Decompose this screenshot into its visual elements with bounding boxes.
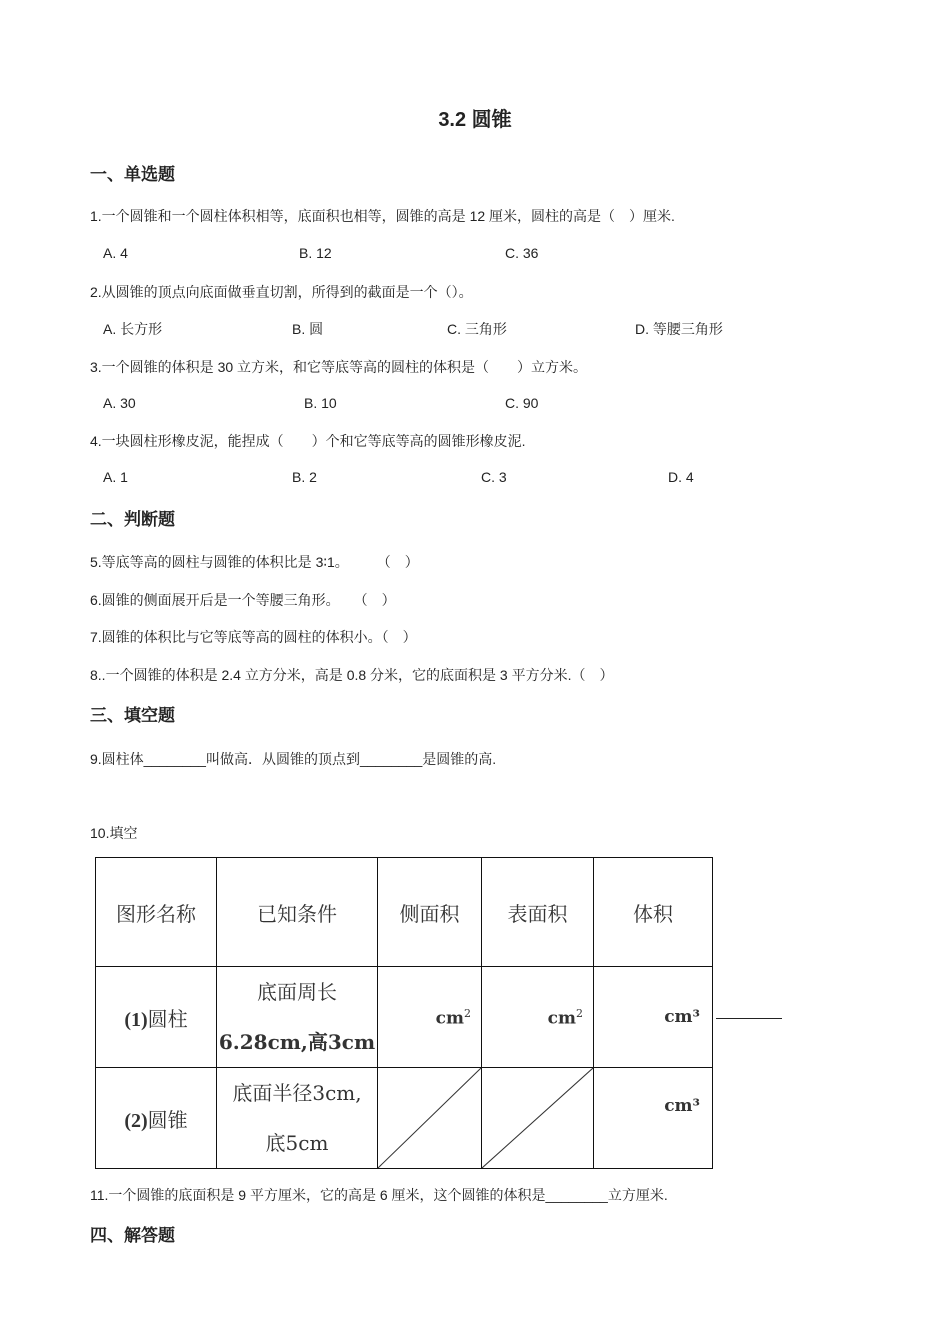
row-number: (1) <box>124 1008 148 1031</box>
unit-label: $cm^2$ <box>435 1007 471 1029</box>
table-cell-surface-area-answer[interactable] <box>482 967 594 1068</box>
table-cell-condition <box>217 1068 378 1169</box>
table-header-cell: 表面积 <box>482 858 594 967</box>
section-heading-true-false: 二、判断题 <box>90 510 175 529</box>
table-cell-shape-name <box>96 1068 217 1169</box>
question-8: 8..一个圆锥的体积是 2.4 立方分米，高是 0.8 分米，它的底面积是 3 平方分米.（ ） <box>90 667 614 683</box>
q1-option-c[interactable]: C. 36 <box>505 245 539 261</box>
question-4: 4.一块圆柱形橡皮泥，能捏成（ ）个和它等底等高的圆锥形橡皮泥. <box>90 433 526 449</box>
question-7: 7.圆锥的体积比与它等底等高的圆柱的体积小。（ ） <box>90 629 417 645</box>
q3-option-a[interactable]: A. 30 <box>103 395 136 411</box>
question-10: 10.填空 <box>90 825 138 841</box>
table-header-cell: 体积 <box>594 858 713 967</box>
condition-line-2: 底5cm <box>265 1131 329 1155</box>
question-5: 5.等底等高的圆柱与圆锥的体积比是 3∶1。 （ ） <box>90 554 419 570</box>
q4-option-a[interactable]: A. 1 <box>103 469 128 485</box>
table-header-row <box>96 858 713 967</box>
row-number: (2) <box>124 1109 148 1132</box>
q1-option-b[interactable]: B. 12 <box>299 245 332 261</box>
shape-name: 圆锥 <box>147 1107 188 1132</box>
table-cell-shape-name <box>96 967 217 1068</box>
q4-option-d[interactable]: D. 4 <box>668 469 694 485</box>
table-row <box>96 967 713 1068</box>
q2-option-b[interactable]: B. 圆 <box>292 321 324 337</box>
q2-option-a[interactable]: A. 长方形 <box>103 321 163 337</box>
section-heading-solve: 四、解答题 <box>90 1226 175 1245</box>
section-heading-fill-blank: 三、填空题 <box>90 706 175 725</box>
table-cell-volume-answer[interactable] <box>594 967 713 1068</box>
table-row <box>96 1068 713 1169</box>
unit-label: cm³ <box>664 1007 700 1027</box>
question-1: 1.一个圆锥和一个圆柱体积相等，底面积也相等，圆锥的高是 12 厘米，圆柱的高是（ ）厘米. <box>90 208 675 224</box>
q4-option-c[interactable]: C. 3 <box>481 469 507 485</box>
table-cell-crossed-out <box>482 1068 594 1169</box>
unit-label: $cm^2$ <box>547 1007 583 1029</box>
condition-line-1: 底面周长 <box>257 980 337 1004</box>
question-9: 9.圆柱体________叫做高．从圆锥的顶点到________是圆锥的高. <box>90 751 497 767</box>
answer-blank-line <box>716 1018 782 1019</box>
q2-option-c[interactable]: C. 三角形 <box>447 321 507 337</box>
table-cell-lateral-area-answer[interactable] <box>378 967 482 1068</box>
diagonal-slash-icon <box>378 1068 481 1168</box>
q3-option-b[interactable]: B. 10 <box>304 395 337 411</box>
question-6: 6.圆锥的侧面展开后是一个等腰三角形。 （ ） <box>90 592 396 608</box>
table-cell-volume-answer[interactable] <box>594 1068 713 1169</box>
q1-option-a[interactable]: A. 4 <box>103 245 128 261</box>
condition-line-1: 底面半径3cm, <box>232 1081 362 1105</box>
table-cell-condition <box>217 967 378 1068</box>
q2-option-d[interactable]: D. 等腰三角形 <box>635 321 723 337</box>
table-header-cell: 侧面积 <box>378 858 482 967</box>
table-header-cell: 图形名称 <box>96 858 217 967</box>
condition-line-2: 6.28cm,高3cm <box>218 1030 376 1054</box>
section-heading-single-choice: 一、单选题 <box>90 165 175 184</box>
table-header-cell: 已知条件 <box>217 858 378 967</box>
table-cell-crossed-out <box>378 1068 482 1169</box>
diagonal-slash-icon <box>482 1068 593 1168</box>
question-3: 3.一个圆锥的体积是 30 立方米，和它等底等高的圆柱的体积是（ ）立方米。 <box>90 359 588 375</box>
fill-in-table <box>95 857 713 1169</box>
q3-option-c[interactable]: C. 90 <box>505 395 539 411</box>
unit-label: cm³ <box>664 1096 700 1116</box>
q4-option-b[interactable]: B. 2 <box>292 469 317 485</box>
question-2: 2.从圆锥的顶点向底面做垂直切割，所得到的截面是一个（）。 <box>90 284 473 300</box>
shape-name: 圆柱 <box>147 1006 188 1031</box>
page-title: 3.2 圆锥 <box>438 109 512 131</box>
question-11: 11.一个圆锥的底面积是 9 平方厘米，它的高是 6 厘米，这个圆锥的体积是________立方厘米. <box>90 1187 668 1203</box>
